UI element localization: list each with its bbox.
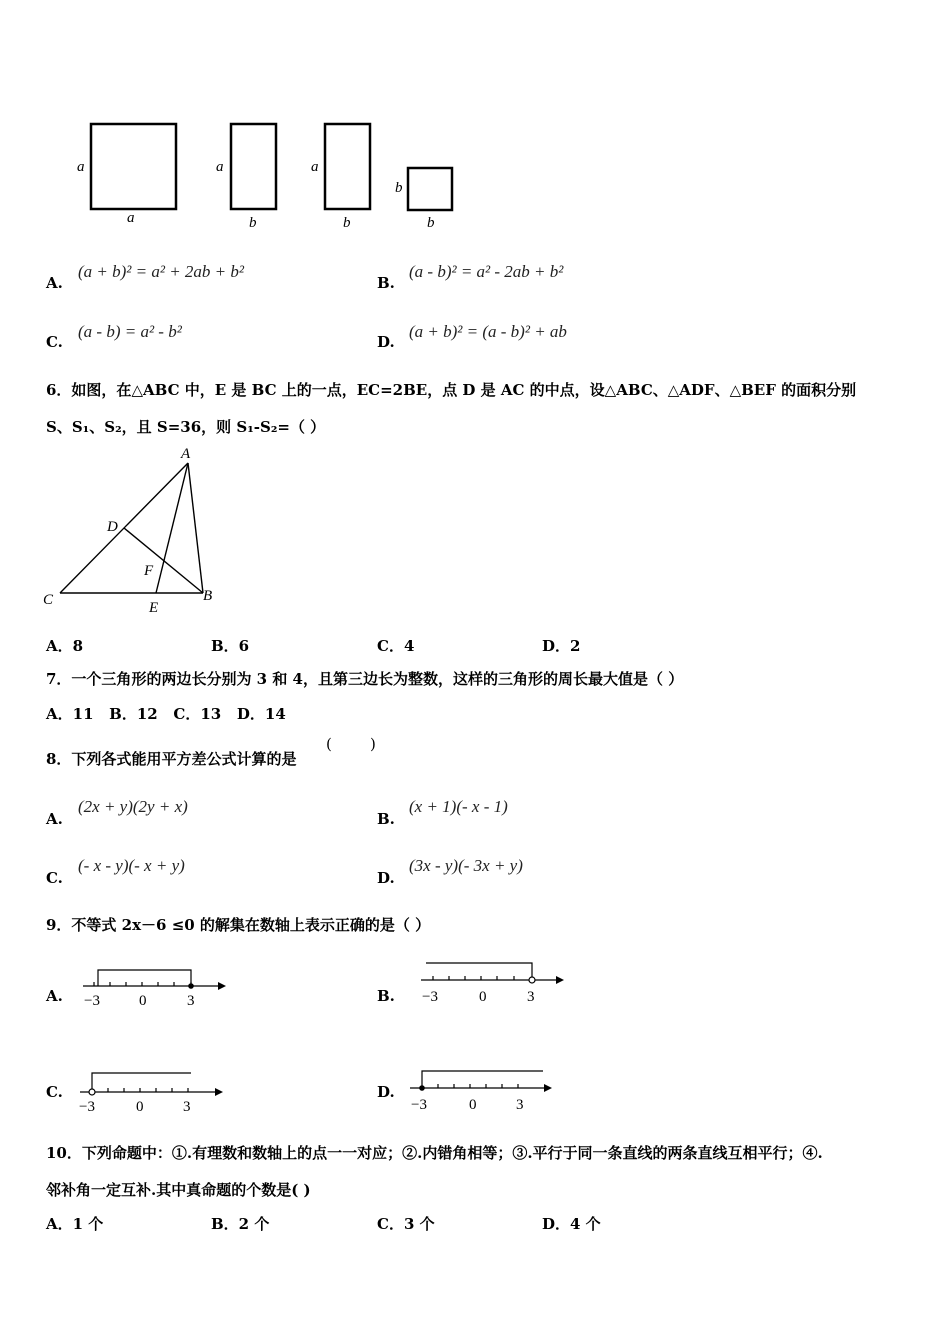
point-f: F <box>144 563 154 579</box>
q9-option-b-letter: B. <box>377 987 395 1005</box>
q9-option-a-letter: A. <box>46 987 63 1005</box>
label-sq1-left: a <box>77 159 85 175</box>
q8-paren: ( ) <box>326 735 376 753</box>
tick-label: 3 <box>516 1097 524 1112</box>
q5-option-c-letter: C. <box>46 333 63 351</box>
q7-options: A．11 B．12 C．13 D．14 <box>46 705 286 723</box>
q6-stem-line2: S、S₁、S₂，且 S=36，则 S₁-S₂=（ ） <box>46 418 326 436</box>
tick-label: −3 <box>411 1097 427 1112</box>
q9-stem: 9．不等式 2x－6 ≤0 的解集在数轴上表示正确的是（ ） <box>46 916 431 934</box>
q8-option-d-expr: (3x - y)(- 3x + y) <box>409 856 523 875</box>
q9-option-c-letter: C. <box>46 1083 63 1101</box>
q9-number-line-a <box>78 962 228 1012</box>
q8-option-b-expr: (x + 1)(- x - 1) <box>409 797 508 816</box>
q5-option-c-expr: (a - b) = a² - b² <box>78 322 182 341</box>
q8-stem: 8．下列各式能用平方差公式计算的是 <box>46 750 297 768</box>
q7-stem: 7．一个三角形的两边长分别为 3 和 4，且第三边长为整数，这样的三角形的周长最大值是（ ） <box>46 670 684 688</box>
label-sq1-bottom: a <box>127 210 135 226</box>
q8-option-c-expr: (- x - y)(- x + y) <box>78 856 185 875</box>
point-d: D <box>107 519 118 535</box>
label-sq2-bottom: b <box>427 215 435 231</box>
label-r2-bottom: b <box>343 215 351 231</box>
vertex-c: C <box>43 592 54 608</box>
tick-label: 3 <box>187 993 195 1009</box>
q5-option-a-expr: (a + b)² = a² + 2ab + b² <box>78 262 244 281</box>
q6-stem-line1: 6．如图，在△ABC 中，E 是 BC 上的一点，EC=2BE，点 D 是 AC 的中点，设△ABC、△ADF、△BEF 的面积分别 <box>46 381 857 399</box>
label-r1-bottom: b <box>249 215 257 231</box>
q9-number-line-b <box>418 956 568 1006</box>
q10-stem-line1: 10．下列命题中：①.有理数和数轴上的点一一对应；②.内错角相等；③.平行于同一条直线的两条直线互相平行；④. <box>46 1144 823 1162</box>
q9-number-line-c <box>78 1065 228 1115</box>
q8-option-a-letter: A. <box>46 810 63 828</box>
tick-label: 0 <box>136 1099 144 1115</box>
q6-option-a: A．8 <box>46 637 84 655</box>
q6-option-c: C．4 <box>377 637 415 655</box>
q8-option-b-letter: B. <box>377 810 395 828</box>
q9-number-line-d <box>408 1062 558 1112</box>
tick-label: −3 <box>84 993 100 1009</box>
q6-option-d: D．2 <box>542 637 581 655</box>
tick-label: 3 <box>183 1099 191 1115</box>
q10-option-b: B．2 个 <box>211 1215 270 1233</box>
tick-label: 3 <box>527 989 535 1005</box>
tick-label: 0 <box>469 1097 477 1112</box>
tick-label: −3 <box>79 1099 95 1115</box>
point-e: E <box>149 600 159 616</box>
triangle-figure <box>40 443 230 618</box>
q5-option-a-letter: A. <box>46 274 63 292</box>
area-figure <box>70 115 470 235</box>
q6-option-b: B．6 <box>211 637 250 655</box>
q5-option-b-letter: B. <box>377 274 395 292</box>
label-r1-left: a <box>216 159 224 175</box>
q10-option-d: D．4 个 <box>542 1215 601 1233</box>
tick-label: −3 <box>422 989 438 1005</box>
tick-label: 0 <box>139 993 147 1009</box>
q8-option-c-letter: C. <box>46 869 63 887</box>
q10-stem-line2: 邻补角一定互补.其中真命题的个数是( ) <box>46 1181 311 1199</box>
tick-label: 0 <box>479 989 487 1005</box>
label-sq2-left: b <box>395 180 403 196</box>
q5-option-d-letter: D. <box>377 333 395 351</box>
q9-option-d-letter: D. <box>377 1083 395 1101</box>
q10-option-a: A．1 个 <box>46 1215 104 1233</box>
q5-option-d-expr: (a + b)² = (a - b)² + ab <box>409 322 567 341</box>
q8-option-d-letter: D. <box>377 869 395 887</box>
vertex-a: A <box>181 446 191 462</box>
q8-option-a-expr: (2x + y)(2y + x) <box>78 797 188 816</box>
q10-option-c: C．3 个 <box>377 1215 435 1233</box>
label-r2-left: a <box>311 159 319 175</box>
q5-option-b-expr: (a - b)² = a² - 2ab + b² <box>409 262 564 281</box>
vertex-b: B <box>203 588 213 604</box>
